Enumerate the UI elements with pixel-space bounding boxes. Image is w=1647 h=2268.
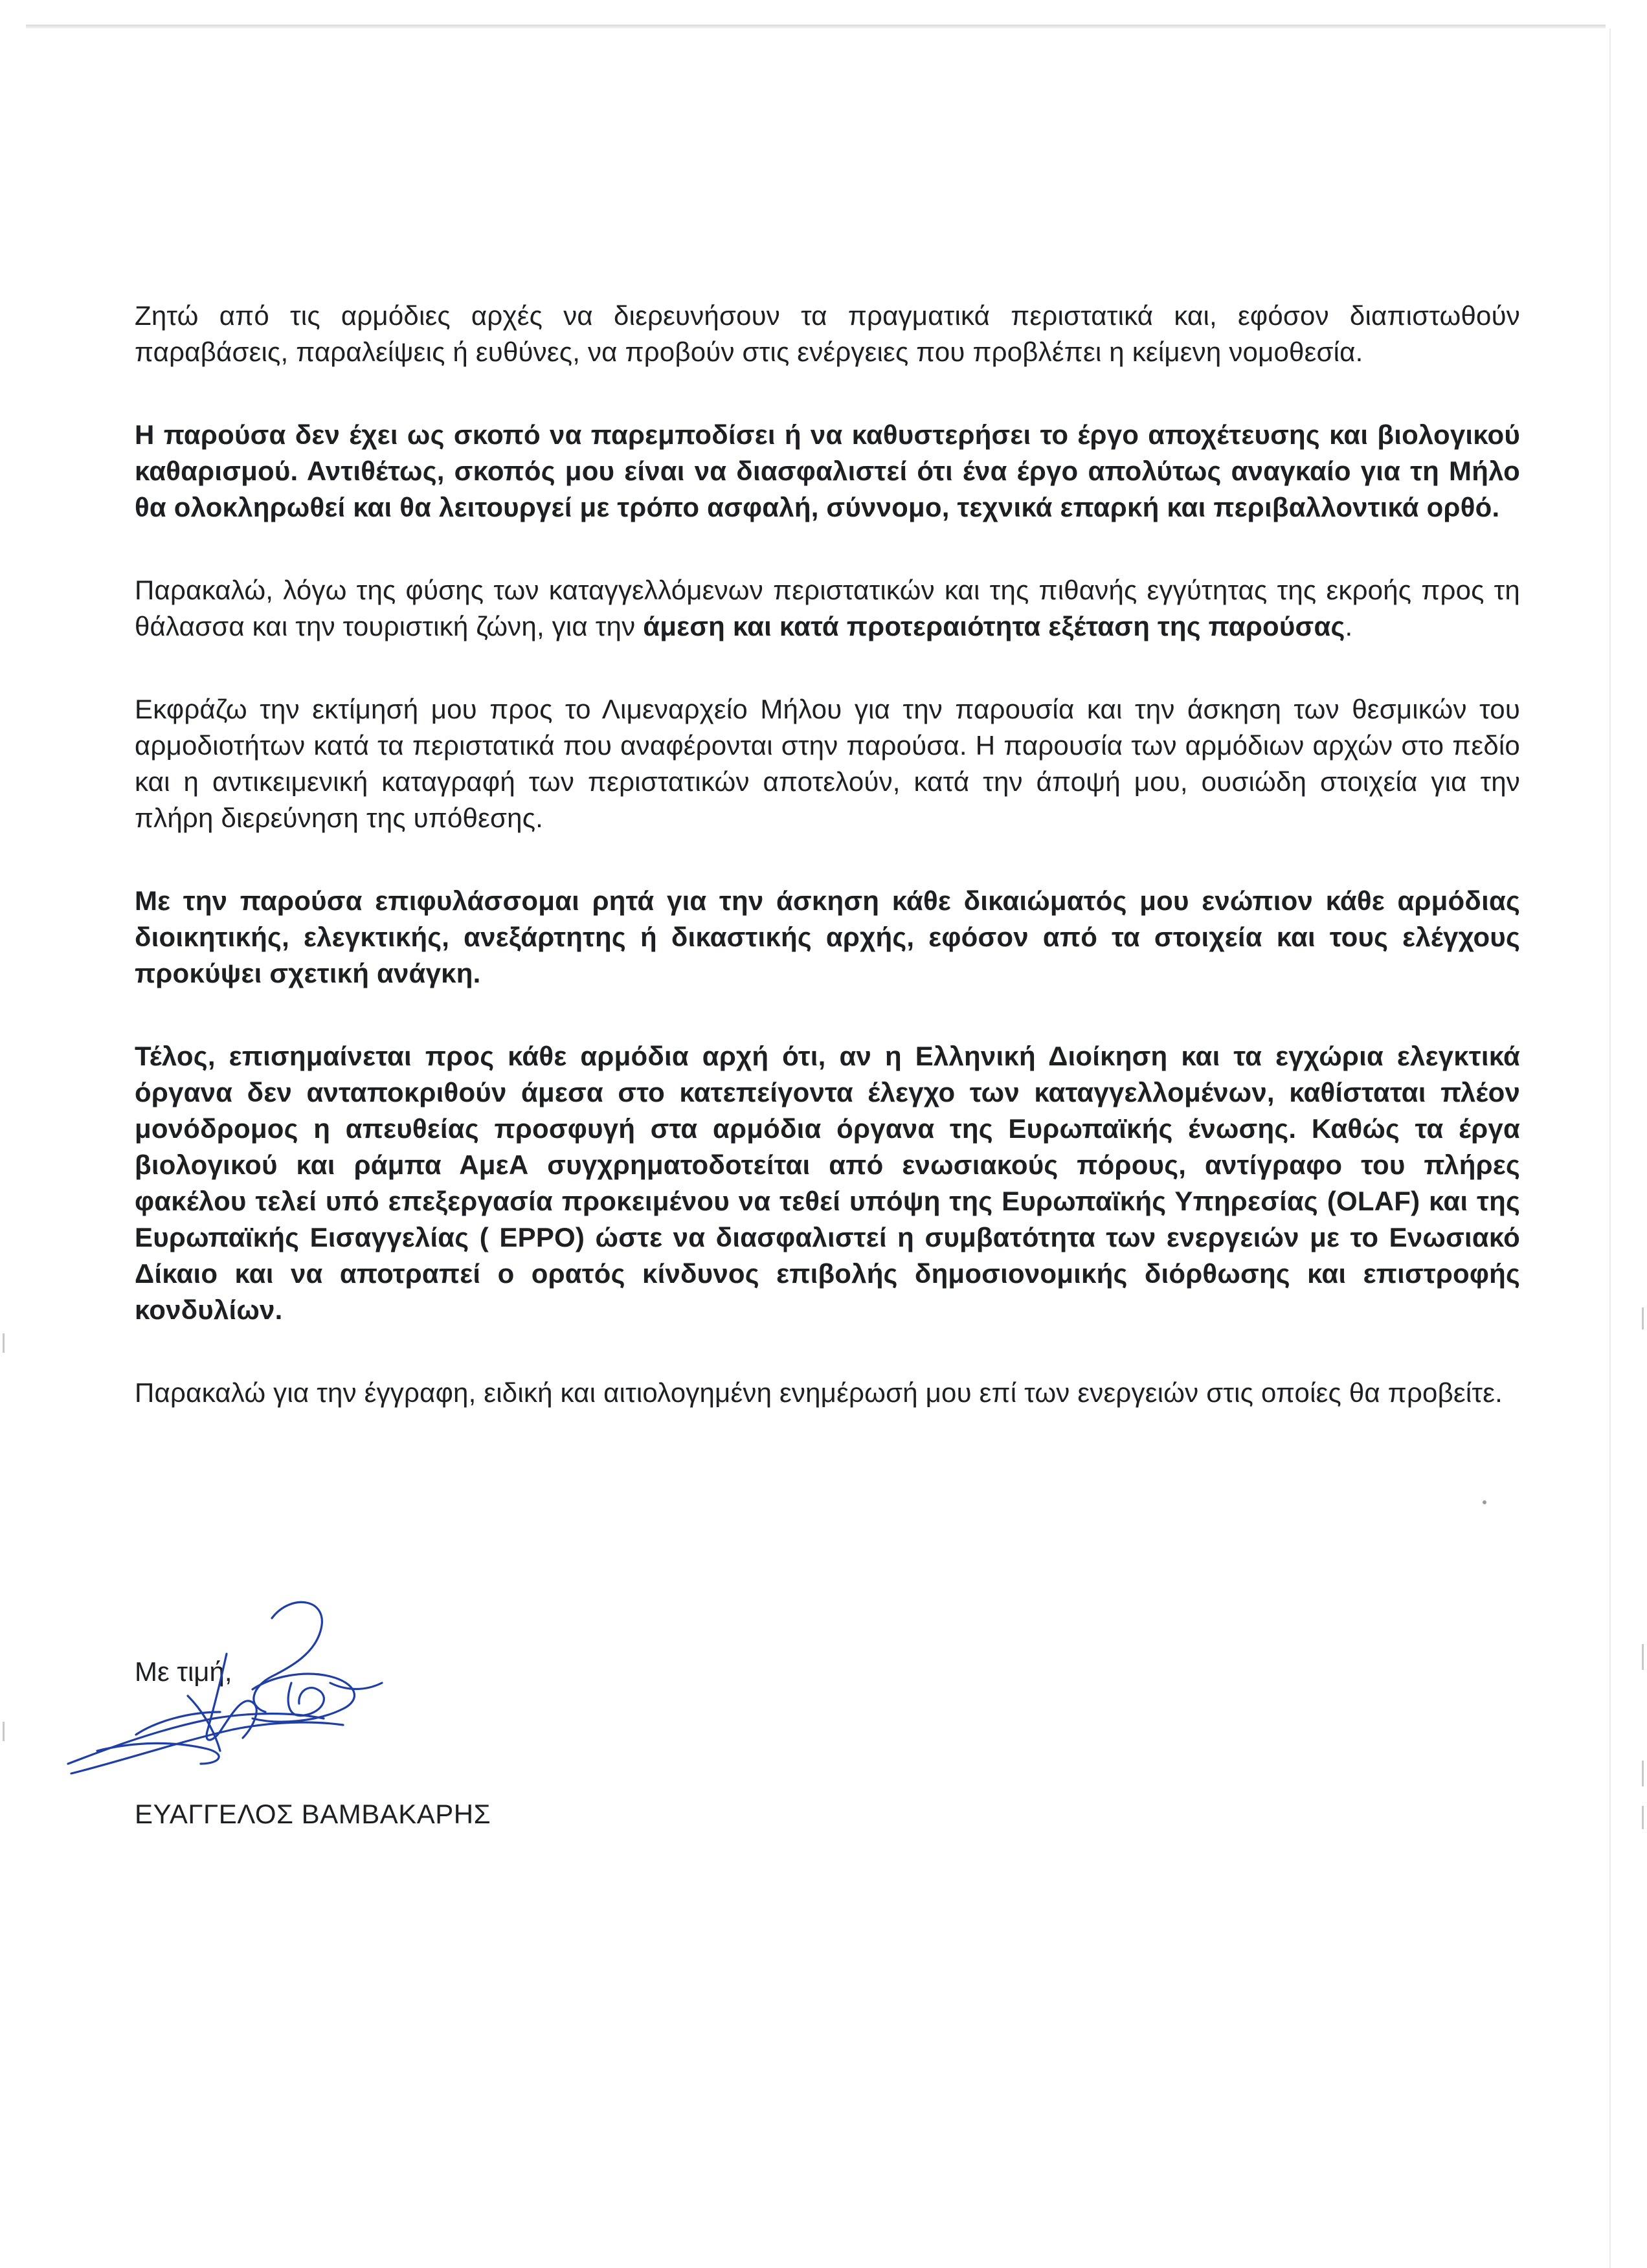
text-run: . — [1345, 611, 1353, 641]
paragraph — [135, 417, 1520, 526]
scan-edge-mark — [1642, 1806, 1644, 1829]
bold-text-run: Η παρούσα δεν έχει ως σκοπό να παρεμποδίσει ή να καθυστερήσει το έργο αποχέτευσης και βιολογικού καθαρισμού. Αντιθέτως, σκοπός μου είναι να διασφαλιστεί ότι ένα έργο απολύτως αναγκαίο για τη Μήλο θα ολοκληρωθεί και θα λειτουργεί με τρόπο ασφαλή, σύννομο, τεχνικά επαρκή και περιβαλλοντικά ορθό. — [135, 419, 1520, 522]
paragraph — [135, 883, 1520, 992]
scan-edge-right — [1609, 28, 1611, 2268]
scan-edge-mark — [1642, 1761, 1644, 1786]
paragraph — [135, 691, 1520, 836]
scan-speck — [1483, 1500, 1486, 1504]
bold-text-run: Τέλος, επισημαίνεται προς κάθε αρμόδια αρχή ότι, αν η Ελληνική Διοίκηση και τα εγχώρια ελεγκτικά όργανα δεν ανταποκριθούν άμεσα στο κατεπείγοντα έλεγχο των καταγγελλομένων, καθίσταται πλέον μονόδρομος η απευθείας προσφυγή στα αρμόδια όργανα της Ευρωπαϊκής ένωσης. Καθώς τα έργα βιολογικού και ράμπα ΑμεΑ συγχρηματοδοτείται από ενωσιακούς πόρους, αντίγραφο του πλήρες φακέλου τελεί υπό επεξεργασία προκειμένου να τεθεί υπόψη της Ευρωπαϊκής Υπηρεσίας (OLAF) και της Ευρωπαϊκής Εισαγγελίας ( EPPO) ώστε να διασφαλιστεί η συμβατότητα των ενεργειών με το Ενωσιακό Δίκαιο και να αποτραπεί ο ορατός κίνδυνος επιβολής δημοσιονομικής διόρθωσης και επιστροφής κονδυλίων. — [135, 1041, 1520, 1325]
paragraph — [135, 1375, 1520, 1411]
scan-edge-mark — [3, 1333, 5, 1353]
text-run: Παρακαλώ για την έγγραφη, ειδική και αιτιολογημένη ενημέρωσή μου επί των ενεργειών στις οποίες θα προβείτε. — [135, 1377, 1503, 1408]
closing-salutation: Με τιμή, — [135, 1656, 232, 1687]
scan-edge-top — [26, 25, 1606, 28]
paragraph — [135, 572, 1520, 645]
signer-name: ΕΥΑΓΓΕΛΟΣ ΒΑΜΒΑΚΑΡΗΣ — [135, 1799, 491, 1829]
bold-text-run: άμεση και κατά προτεραιότητα εξέταση της παρούσας — [643, 611, 1345, 641]
scan-edge-mark — [1642, 1644, 1644, 1670]
text-run: Εκφράζω την εκτίμησή μου προς το Λιμεναρχείο Μήλου για την παρουσία και την άσκηση των θεσμικών του αρμοδιοτήτων κατά τα περιστατικά που αναφέρονται στην παρούσα. Η παρουσία των αρμόδιων αρχών στο πεδίο και η αντικειμενική καταγραφή των περιστατικών αποτελούν, κατά την άποψή μου, ουσιώδη στοιχεία για την πλήρη διερεύνηση της υπόθεσης. — [135, 694, 1520, 833]
paragraph — [135, 1038, 1520, 1328]
paragraph — [135, 298, 1520, 370]
handwritten-signature — [58, 1579, 395, 1793]
text-run: Παρακαλώ, λόγω της φύσης των καταγγελλόμενων περιστατικών και της πιθανής εγγύτητας της εκροής προς τη θάλασσα και την τουριστική ζώνη, για την — [135, 575, 1520, 641]
bold-text-run: Με την παρούσα επιφυλάσσομαι ρητά για την άσκηση κάθε δικαιώματός μου ενώπιον κάθε αρμόδιας διοικητικής, ελεγκτικής, ανεξάρτητης ή δικαστικής αρχής, εφόσον από τα στοιχεία και τους ελέγχους προκύψει σχετική ανάγκη. — [135, 885, 1520, 988]
scan-edge-mark — [3, 1722, 5, 1741]
letter-body — [135, 298, 1520, 1458]
text-run: Ζητώ από τις αρμόδιες αρχές να διερευνήσουν τα πραγματικά περιστατικά και, εφόσον διαπιστωθούν παραβάσεις, παραλείψεις ή ευθύνες, να προβούν στις ενέργειες που προβλέπει η κείμενη νομοθεσία. — [135, 300, 1520, 367]
scan-edge-mark — [1642, 1307, 1644, 1329]
